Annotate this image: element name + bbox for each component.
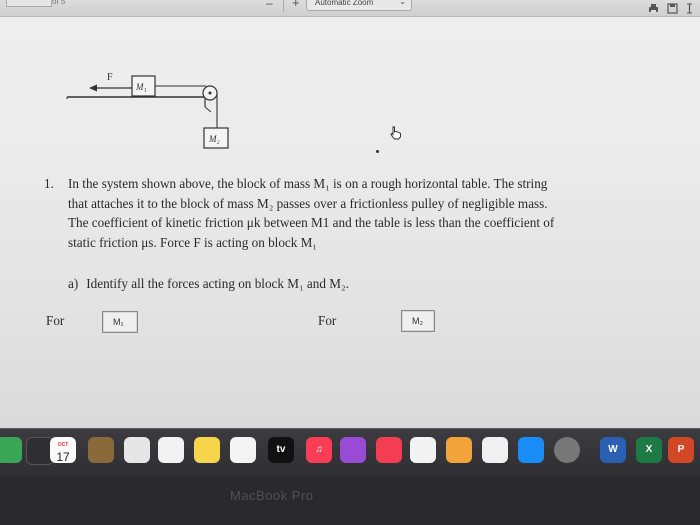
finder-photo-icon[interactable] — [88, 437, 114, 463]
zoom-select-value: Automatic Zoom — [315, 0, 374, 7]
notes-icon[interactable] — [194, 437, 220, 463]
calendar-icon[interactable] — [50, 437, 76, 463]
podcasts-icon[interactable] — [340, 437, 366, 463]
force-arrow — [89, 85, 132, 92]
bezel-label: MacBook Pro — [230, 488, 314, 503]
table-surface — [67, 97, 211, 112]
hand-cursor-icon — [389, 126, 403, 140]
block-m2 — [204, 128, 228, 148]
force-label: F — [107, 72, 113, 83]
apple-tv-label: tv — [276, 444, 286, 455]
pages-icon[interactable] — [446, 437, 472, 463]
answer-box-m1-text: M₁ — [113, 317, 124, 327]
keynote-icon[interactable] — [482, 437, 508, 463]
launchpad-icon[interactable] — [124, 437, 150, 463]
powerpoint-icon[interactable]: P — [668, 437, 694, 463]
calendar-month: OCT — [57, 442, 69, 448]
zoom-in-button[interactable]: + — [292, 0, 300, 10]
problem-text — [68, 174, 628, 252]
reminders-icon[interactable] — [158, 437, 184, 463]
word-icon[interactable]: W — [600, 437, 626, 463]
pulley — [203, 86, 217, 100]
subquestion-text: Identify all the forces acting on block M₁ and M₂. — [86, 276, 349, 291]
block-m2-label: M₂ — [209, 134, 220, 144]
block-m1-label: M₁ — [136, 82, 147, 92]
answer-box-m2[interactable] — [401, 310, 435, 332]
freeform-icon[interactable] — [230, 437, 256, 463]
system-settings-icon[interactable] — [554, 437, 580, 463]
news-icon[interactable] — [376, 437, 402, 463]
physics-diagram — [0, 0, 700, 170]
zoom-out-button[interactable]: – — [266, 0, 273, 10]
page-count: of 5 — [52, 0, 66, 6]
answer-box-m1[interactable] — [102, 311, 138, 333]
problem-number: 1. — [44, 176, 54, 191]
apple-tv-icon[interactable] — [268, 437, 294, 463]
problem-line: In the system shown above, the block of mass M₁ is on a rough horizontal table. The string — [68, 176, 548, 191]
app-store-icon[interactable] — [518, 437, 544, 463]
macos-dock — [0, 428, 700, 477]
problem-line: The coefficient of kinetic friction μk between M1 and the table is less than the coefficient of — [68, 215, 555, 230]
chevron-down-icon: ⌄ — [399, 0, 406, 6]
block-m1 — [132, 76, 155, 96]
facetime-icon[interactable] — [0, 437, 22, 463]
problem-line: that attaches it to the block of mass M₂ passes over a frictionless pulley of negligible mass. — [68, 195, 548, 211]
for-label-m1: For — [46, 313, 65, 328]
cursor-dot — [376, 150, 379, 153]
calendar-day: 17 — [56, 450, 70, 464]
answer-box-m2-text: M₂ — [412, 316, 423, 326]
music-icon[interactable]: ♫ — [306, 437, 332, 463]
excel-icon[interactable]: X — [636, 437, 662, 463]
numbers-icon[interactable] — [410, 437, 436, 463]
for-label-m2: For — [318, 313, 337, 328]
subquestion-label: a) — [68, 276, 79, 291]
subquestion — [68, 276, 349, 292]
problem-line: static friction μs. Force F is acting on block M₁ — [68, 234, 318, 250]
